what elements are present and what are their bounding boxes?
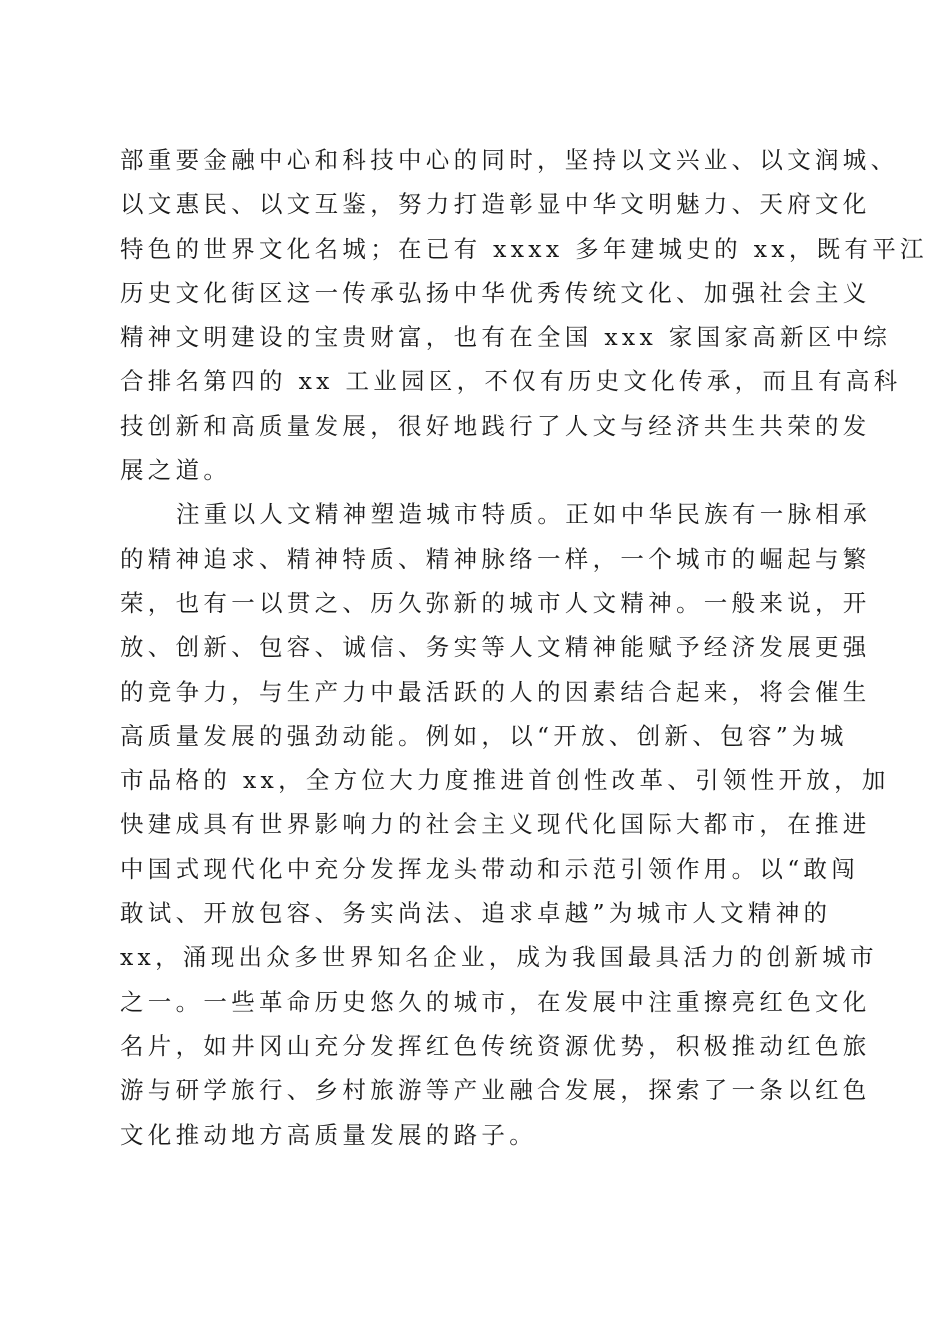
text-line: 以文惠民、以文互鉴，努力打造彰显中华文明魅力、天府文化: [120, 190, 871, 219]
text-line: 的精神追求、精神特质、精神脉络一样，一个城市的崛起与繁: [120, 544, 871, 573]
text-line: 文化推动地方高质量发展的路子。: [120, 1120, 537, 1149]
text-line: 之一。一些革命历史悠久的城市，在发展中注重擦亮红色文化: [120, 987, 871, 1016]
text-line: 快建成具有世界影响力的社会主义现代化国际大都市，在推进: [120, 810, 871, 839]
text-line: 精神文明建设的宝贵财富，也有在全国 xxx 家国家高新区中综: [120, 323, 892, 352]
text-line: 的竞争力，与生产力中最活跃的人的因素结合起来，将会催生: [120, 677, 871, 706]
text-line: 中国式现代化中充分发挥龙头带动和示范引领作用。以“敢闯: [120, 854, 860, 883]
text-line: 敢试、开放包容、务实尚法、追求卓越”为城市人文精神的: [120, 899, 832, 928]
body-text: [120, 138, 928, 1157]
text-line: 特色的世界文化名城；在已有 xxxx 多年建城史的 xx，既有平江: [120, 234, 928, 263]
text-line: 放、创新、包容、诚信、务实等人文精神能赋予经济发展更强: [120, 633, 871, 662]
text-line: 名片，如井冈山充分发挥红色传统资源优势，积极推动红色旅: [120, 1031, 871, 1060]
text-line: 注重以人文精神塑造城市特质。正如中华民族有一脉相承: [176, 500, 871, 529]
text-line: 部重要金融中心和科技中心的同时，坚持以文兴业、以文润城、: [120, 146, 899, 174]
text-line: 技创新和高质量发展，很好地践行了人文与经济共生共荣的发: [120, 411, 871, 440]
text-line: 荣，也有一以贯之、历久弥新的城市人文精神。一般来说，开: [120, 588, 871, 617]
text-line: 展之道。: [120, 456, 232, 485]
text-line: 历史文化街区这一传承弘扬中华优秀传统文化、加强社会主义: [120, 278, 871, 307]
paragraph-2: [120, 492, 928, 1156]
text-line: 合排名第四的 xx 工业园区，不仅有历史文化传承，而且有高科: [120, 367, 902, 396]
text-line: 市品格的 xx，全方位大力度推进首创性改革、引领性开放，加: [120, 766, 890, 795]
paragraph-1: [120, 138, 928, 492]
text-line: xx，涌现出众多世界知名企业，成为我国最具活力的创新城市: [120, 943, 878, 972]
text-line: 游与研学旅行、乡村旅游等产业融合发展，探索了一条以红色: [120, 1076, 871, 1105]
text-line: 高质量发展的强劲动能。例如，以“开放、创新、包容”为城: [120, 721, 848, 750]
